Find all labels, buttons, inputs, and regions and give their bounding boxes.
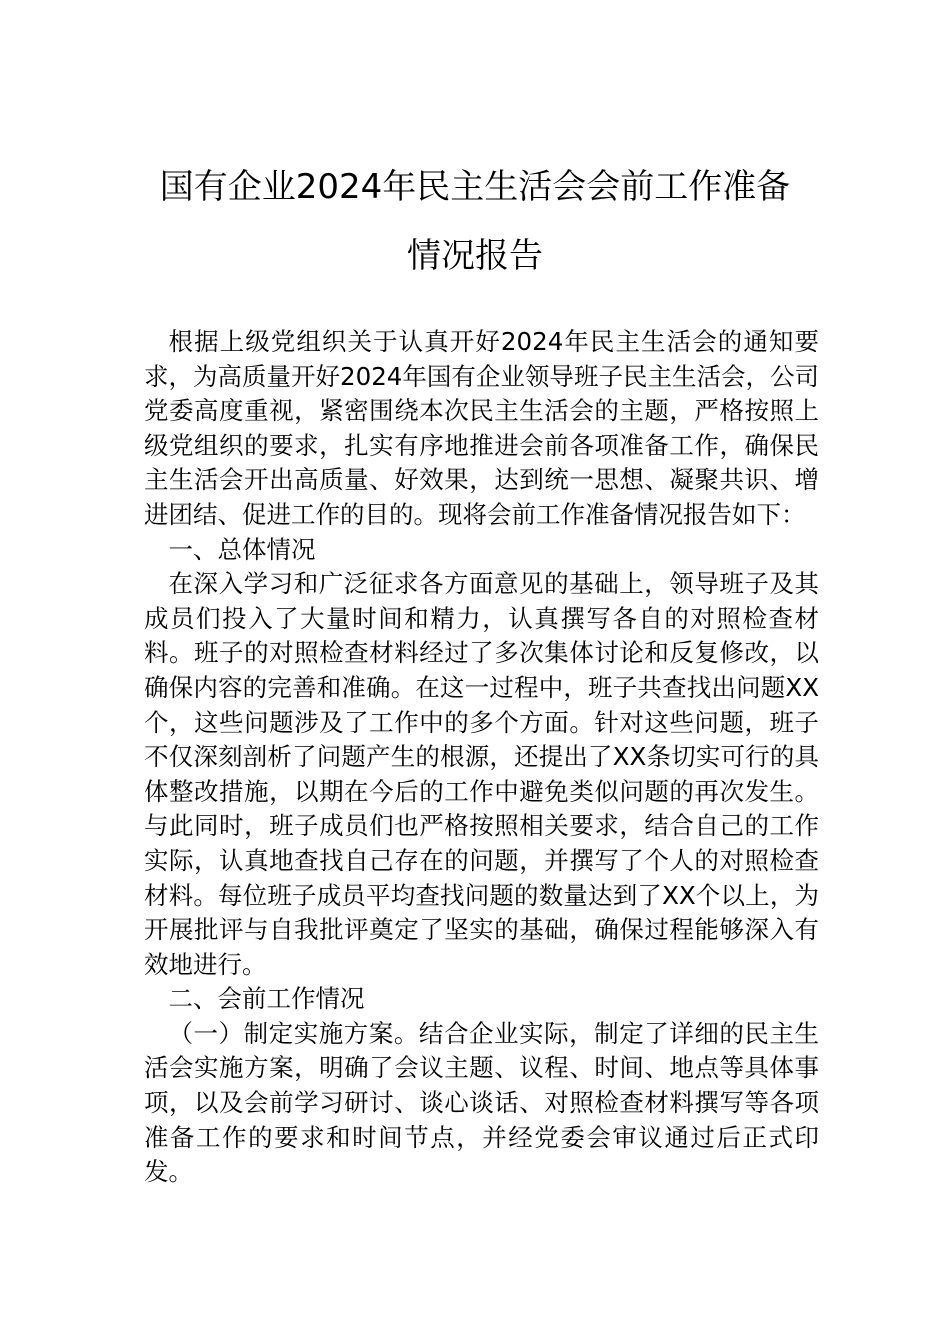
section-1-paragraph: 在深入学习和广泛征求各方面意见的基础上，领导班子及其成员们投入了大量时间和精力，认真撰写各自的对照检查材料。班子的对照检查材料经过了多次集体讨论和反复修改，以确保内容的完善和准确。在这一过程中，班子共查找出问题XX个，这些问题涉及了工作中的多个方面。针对这些问题，班子不仅深刻剖析了问题产生的根源，还提出了XX条切实可行的具体整改措施，以期在今后的工作中避免类似问题的再次发生。与此同时，班子成员们也严格按照相关要求，结合自己的工作实际，认真地查找自己存在的问题，并撰写了个人的对照检查材料。每位班子成员平均查找问题的数量达到了XX个以上，为开展批评与自我批评奠定了坚实的基础，确保过程能够深入有效地进行。 (144, 569, 819, 979)
document-body (144, 325, 819, 1190)
document-title-line-1: 国有企业2024年民主生活会会前工作准备 (159, 167, 791, 207)
section-1-heading: 一、总体情况 (168, 534, 316, 564)
intro-paragraph: 根据上级党组织关于认真开好2024年民主生活会的通知要求，为高质量开好2024年国有企业领导班子民主生活会，公司党委高度重视，紧密围绕本次民主生活会的主题，严格按照上级党组织的要求，扎实有序地推进会前各项准备工作，确保民主生活会开出高质量、好效果，达到统一思想、凝聚共识、增进团结、促进工作的目的。现将会前工作准备情况报告如下： (144, 327, 819, 529)
section-2-item-1-paragraph: （一）制定实施方案。结合企业实际，制定了详细的民主生活会实施方案，明确了会议主题、议程、时间、地点等具体事项，以及会前学习研讨、谈心谈话、对照检查材料撰写等各项准备工作的要求和时间节点，并经党委会审议通过后正式印发。 (144, 1018, 819, 1187)
section-2-heading: 二、会前工作情况 (168, 984, 365, 1014)
document-title-line-2: 情况报告 (407, 236, 543, 276)
